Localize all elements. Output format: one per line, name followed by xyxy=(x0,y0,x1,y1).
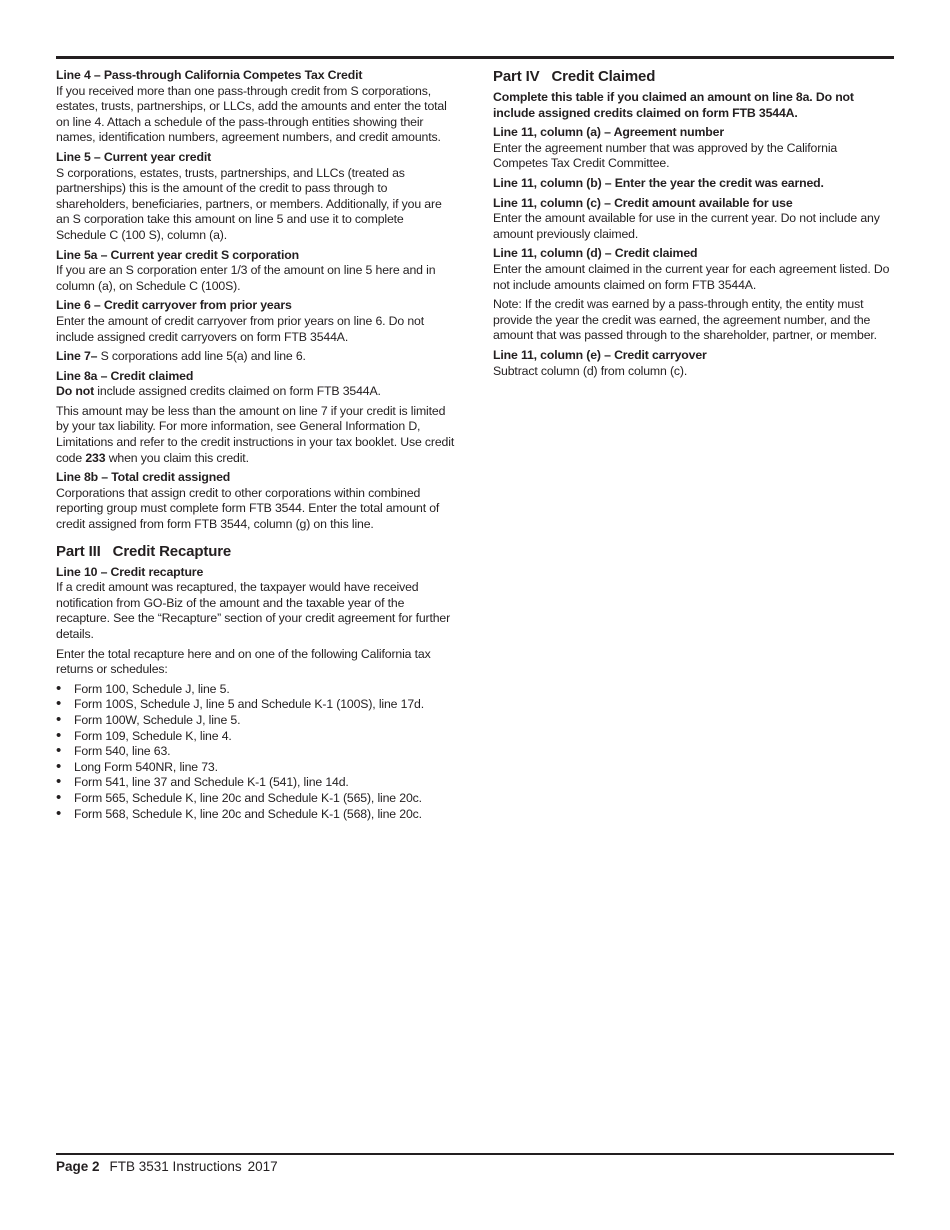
col-e-heading: Line 11, column (e) – Credit carryover xyxy=(493,347,707,362)
line8a-para2-after: when you claim this credit. xyxy=(105,450,249,465)
line10-heading: Line 10 – Credit recapture xyxy=(56,564,204,579)
line5a-section xyxy=(56,248,456,295)
part3-title: Credit Recapture xyxy=(112,542,232,560)
part4-title: Credit Claimed xyxy=(551,68,656,85)
credit-code: 233 xyxy=(85,450,106,465)
line8a-text: include assigned credits claimed on form FTB 3544A. xyxy=(94,384,381,399)
line6-heading: Line 6 – Credit carryover from prior years xyxy=(56,298,292,313)
recapture-forms-list xyxy=(56,682,456,822)
list-item: • Form 541, line 37 and Schedule K-1 (541), line 14d. xyxy=(56,775,456,791)
line8a-heading: Line 8a – Credit claimed xyxy=(56,368,194,383)
part4-lead: Complete this table if you claimed an amount on line 8a. Do not include assigned credits claimed on form FTB 3544A. xyxy=(493,90,854,120)
line7-section xyxy=(56,349,456,365)
col-e-section xyxy=(493,348,895,379)
line8b-text: Corporations that assign credit to other corporations within combined reporting group must complete form FTB 3544. Enter the total amount of credit assigned from form FTB 3544, column (g) on this line. xyxy=(56,485,440,532)
right-column xyxy=(493,68,895,383)
col-e-text: Subtract column (d) from column (c). xyxy=(493,363,688,378)
line5a-text: If you are an S corporation enter 1/3 of the amount on line 5 here and in column (a), on Schedule C (100S). xyxy=(56,263,436,293)
col-a-section xyxy=(493,125,895,172)
line4-heading: Line 4 – Pass-through California Competes Tax Credit xyxy=(56,68,363,82)
form-year: 2017 xyxy=(247,1159,278,1174)
list-item: • Form 540, line 63. xyxy=(56,744,456,760)
line5-text: S corporations, estates, trusts, partnerships, and LLCs (treated as partnerships) this is the amount of the credit to pass through to shareholders, beneficiaries, partners, or members. Additionally, if you are an S corporation take this amount on line 5 and use it to complete Schedule C (100 S), column (a). xyxy=(56,165,442,242)
part3-heading xyxy=(56,543,456,561)
col-a-heading: Line 11, column (a) – Agreement number xyxy=(493,125,724,140)
line5-heading: Line 5 – Current year credit xyxy=(56,149,212,164)
list-item: • Form 100S, Schedule J, line 5 and Schedule K-1 (100S), line 17d. xyxy=(56,697,456,713)
col-d-heading: Line 11, column (d) – Credit claimed xyxy=(493,246,698,261)
part4-heading xyxy=(493,68,895,86)
list-item: • Form 568, Schedule K, line 20c and Schedule K-1 (568), line 20c. xyxy=(56,807,456,823)
line8a-bold-lead: Do not xyxy=(56,384,95,399)
part3-number: Part III xyxy=(56,542,101,560)
page-number: Page 2 xyxy=(56,1159,100,1174)
col-c-text: Enter the amount available for use in the current year. Do not include any amount previously claimed. xyxy=(493,211,880,241)
line8a-para2-before: This amount may be less than the amount on line 7 if your credit is limited by your tax liability. For more information, see General Information D, Limitations and refer to the credit instructions in your tax booklet. Use credit code xyxy=(56,403,455,465)
list-item: • Form 100W, Schedule J, line 5. xyxy=(56,713,456,729)
recapture-intro: Enter the total recapture here and on one of the following California tax returns or schedules: xyxy=(56,646,431,677)
line8b-heading: Line 8b – Total credit assigned xyxy=(56,470,231,485)
list-item: • Long Form 540NR, line 73. xyxy=(56,760,456,776)
page-footer xyxy=(56,1159,278,1174)
line8b-section xyxy=(56,470,456,532)
line7-text: S corporations add line 5(a) and line 6. xyxy=(97,349,306,364)
line6-section xyxy=(56,298,456,345)
form-name: FTB 3531 Instructions xyxy=(109,1159,242,1174)
col-d-note: Note: If the credit was earned by a pass-through entity, the entity must provide the year the credit was earned, the agreement number, and the amount that was passed through to the shareholder, partner, or member. xyxy=(493,297,877,343)
line5-section xyxy=(56,150,456,244)
list-item: • Form 109, Schedule K, line 4. xyxy=(56,729,456,745)
col-c-heading: Line 11, column (c) – Credit amount available for use xyxy=(493,195,793,210)
line8a-section xyxy=(56,369,456,400)
top-rule xyxy=(56,56,894,59)
list-item: • Form 565, Schedule K, line 20c and Schedule K-1 (565), line 20c. xyxy=(56,791,456,807)
line4-section xyxy=(56,68,456,146)
line8a-paragraph-2 xyxy=(56,404,456,466)
line7-label: Line 7– xyxy=(56,349,98,364)
col-a-text: Enter the agreement number that was approved by the California Competes Tax Credit Committee. xyxy=(493,140,838,171)
bottom-rule xyxy=(56,1153,894,1155)
line4-text: If you received more than one pass-through credit from S corporations, estates, trusts, partnerships, or LLCs, add the amounts and enter the total on line 4. Attach a schedule of the pass-through entities showing their names, identification numbers, agreement numbers, and credit amounts. xyxy=(56,83,447,145)
line6-text: Enter the amount of credit carryover from prior years on line 6. Do not include assigned credit carryovers on form FTB 3544A. xyxy=(56,313,424,344)
list-item: • Form 100, Schedule J, line 5. xyxy=(56,682,456,698)
left-column xyxy=(56,68,456,822)
col-c-section xyxy=(493,196,895,243)
line10-section xyxy=(56,565,456,643)
col-b-heading: Line 11, column (b) – Enter the year the credit was earned. xyxy=(493,175,824,190)
col-d-section xyxy=(493,246,895,293)
part4-number: Part IV xyxy=(493,68,540,85)
col-d-text: Enter the amount claimed in the current year for each agreement listed. Do not include amounts claimed on form FTB 3544A. xyxy=(493,261,890,292)
line10-text: If a credit amount was recaptured, the taxpayer would have received notification from GO-Biz of the amount and the taxable year of the recapture. See the “Recapture” section of your credit agreement for further details. xyxy=(56,580,451,641)
col-b-section xyxy=(493,176,895,192)
line5a-heading: Line 5a – Current year credit S corporation xyxy=(56,247,299,262)
